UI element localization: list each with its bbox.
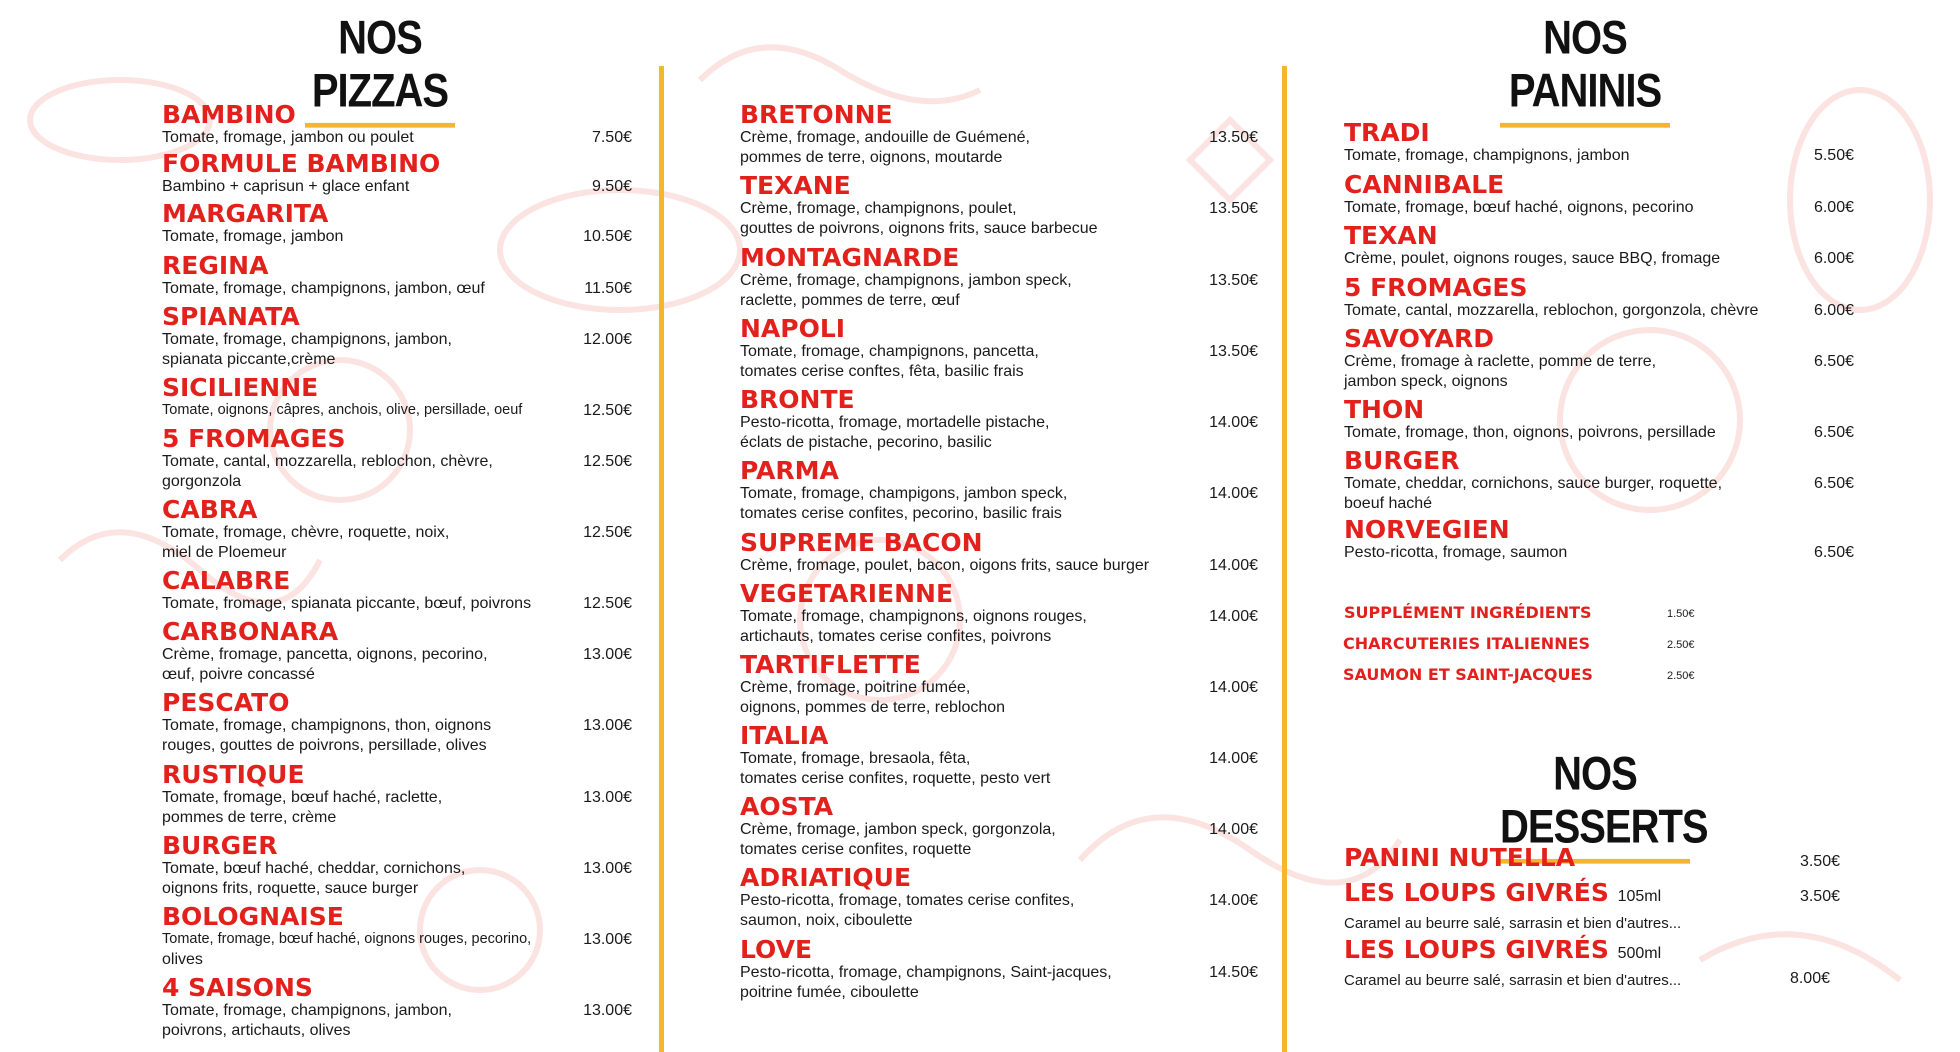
menu-item-napoli <box>740 316 1258 381</box>
item-desc: Crème, poulet, oignons rouges, sauce BBQ, fromage <box>1344 250 1721 267</box>
item-desc: saumon, noix, ciboulette <box>740 911 913 929</box>
column-divider-left <box>659 66 664 1052</box>
item-desc: Tomate, fromage, champignons, oignons rouges, <box>740 608 1087 625</box>
item-desc: Tomate, fromage, champigons, jambon speck, <box>740 485 1068 502</box>
column-divider-right <box>1282 66 1287 1052</box>
item-price: 13.00€ <box>583 646 632 663</box>
menu-item-supreme-bacon <box>740 530 1258 576</box>
item-price: 14.00€ <box>1209 750 1258 767</box>
item-desc: Crème, fromage, champignons, poulet, <box>740 200 1017 217</box>
menu-item-texane <box>740 173 1258 238</box>
item-name: TRADI <box>1344 118 1430 147</box>
item-name: NORVEGIEN <box>1344 515 1510 544</box>
item-name: ADRIATIQUE <box>740 863 912 892</box>
item-name: SUPREME BACON <box>740 528 983 557</box>
item-name: BOLOGNAISE <box>162 902 344 931</box>
item-desc: Crème, fromage, poulet, bacon, oigons frits, sauce burger <box>740 557 1150 574</box>
extra-saumon-price: 2.50€ <box>1667 670 1695 682</box>
menu-item-cannibale <box>1344 172 1854 218</box>
item-desc: Tomate, oignons, câpres, anchois, olive, persillade, oeuf <box>162 402 523 418</box>
menu-item-loups-givres-105 <box>1344 880 1840 934</box>
item-name: 4 SAISONS <box>162 973 313 1002</box>
item-desc: Tomate, cantal, mozzarella, reblochon, chèvre, <box>162 453 493 470</box>
item-desc: œuf, poivre concassé <box>162 665 315 683</box>
item-desc: tomates cerise confites, roquette <box>740 840 972 858</box>
item-desc: miel de Ploemeur <box>162 543 287 561</box>
menu-item-bretonne <box>740 102 1258 167</box>
item-desc: Caramel au beurre salé, sarrasin et bien d'autres... <box>1344 972 1682 989</box>
item-name: TEXANE <box>740 171 851 200</box>
menu-item-sicilienne <box>162 375 632 421</box>
menu-item-carbonara <box>162 619 632 684</box>
item-desc: rouges, gouttes de poivrons, persillade, olives <box>162 736 487 754</box>
item-name: BURGER <box>1344 446 1460 475</box>
item-name: THON <box>1344 395 1425 424</box>
item-price: 12.50€ <box>583 524 632 541</box>
menu-item-bolognaise <box>162 904 632 969</box>
menu-item-savoyard <box>1344 326 1854 391</box>
desserts-title: NOS DESSERTS <box>1500 748 1708 854</box>
item-name: PESCATO <box>162 688 290 717</box>
item-name: BRETONNE <box>740 100 893 129</box>
item-desc: Crème, fromage, pancetta, oignons, pecorino, <box>162 646 488 663</box>
item-name: PANINI NUTELLA <box>1344 843 1576 872</box>
item-desc: poitrine fumée, ciboulette <box>740 983 919 1001</box>
menu-item-rustique <box>162 762 632 827</box>
item-price: 14.00€ <box>1209 414 1258 431</box>
item-desc: olives <box>162 950 203 968</box>
item-name: FORMULE BAMBINO <box>162 149 441 178</box>
item-desc: Crème, fromage, jambon speck, gorgonzola, <box>740 821 1056 838</box>
item-desc: Tomate, fromage, bresaola, fêta, <box>740 750 971 767</box>
item-price: 10.50€ <box>583 228 632 245</box>
item-name: CABRA <box>162 495 258 524</box>
item-price: 12.50€ <box>583 453 632 470</box>
item-desc: Tomate, fromage, bœuf haché, oignons rouges, pecorino, <box>162 931 532 947</box>
pizzas-title: NOS PIZZAS <box>311 12 449 118</box>
item-desc: boeuf haché <box>1344 494 1433 512</box>
item-desc: Tomate, fromage, thon, oignons, poivrons, persillade <box>1344 424 1716 441</box>
menu-item-italia <box>740 723 1258 788</box>
menu-item-montagnarde <box>740 245 1258 310</box>
item-price: 13.50€ <box>1209 272 1258 289</box>
item-desc: Tomate, bœuf haché, cheddar, cornichons, <box>162 860 466 877</box>
item-desc: raclette, pommes de terre, œuf <box>740 291 960 309</box>
item-name: CALABRE <box>162 566 291 595</box>
item-desc: Pesto-ricotta, fromage, champignons, Saint-jacques, <box>740 964 1112 981</box>
menu-item-margarita <box>162 201 632 247</box>
item-price: 6.00€ <box>1813 302 1854 319</box>
item-name: LOVE <box>740 935 813 964</box>
item-name: VEGETARIENNE <box>740 579 954 608</box>
item-name: MARGARITA <box>162 199 329 228</box>
menu-item-bambino <box>162 102 632 148</box>
paninis-heading <box>1500 12 1670 128</box>
menu-item-burger <box>162 833 632 898</box>
item-price: 14.00€ <box>1209 821 1258 838</box>
item-price: 5.50€ <box>1813 147 1854 164</box>
item-desc: Crème, fromage, champignons, jambon speck, <box>740 272 1072 289</box>
menu-item-vegetarienne <box>740 581 1258 646</box>
item-name: AOSTA <box>740 792 834 821</box>
item-desc: Crème, fromage, andouille de Guémené, <box>740 129 1030 146</box>
item-price: 13.00€ <box>583 1002 632 1019</box>
menu-item-love <box>740 937 1258 1002</box>
item-desc: Tomate, fromage, bœuf haché, raclette, <box>162 789 443 806</box>
item-desc: Caramel au beurre salé, sarrasin et bien d'autres... <box>1344 915 1682 932</box>
item-desc: gorgonzola <box>162 472 242 490</box>
item-desc: Tomate, fromage, champignons, thon, oignons <box>162 717 492 734</box>
item-price: 14.00€ <box>1209 557 1258 574</box>
menu-item-spianata <box>162 304 632 369</box>
extra-saumon: SAUMON ET SAINT-JACQUES <box>1343 665 1593 684</box>
item-name: TARTIFLETTE <box>740 650 921 679</box>
item-desc: Bambino + caprisun + glace enfant <box>162 178 410 195</box>
item-desc: jambon speck, oignons <box>1344 372 1508 390</box>
item-price: 13.50€ <box>1209 129 1258 146</box>
item-desc: pommes de terre, crème <box>162 808 337 826</box>
item-desc: Tomate, fromage, champignons, jambon, <box>162 1002 452 1019</box>
item-name: REGINA <box>162 251 269 280</box>
item-price: 9.50€ <box>591 178 632 195</box>
item-desc: Tomate, fromage, jambon <box>162 228 344 245</box>
item-price: 14.50€ <box>1209 964 1258 981</box>
menu-item-5-fromages <box>162 426 632 491</box>
item-name: BAMBINO <box>162 100 296 129</box>
menu-item-4-saisons <box>162 975 632 1040</box>
item-price: 13.00€ <box>583 931 632 948</box>
item-desc: Crème, fromage à raclette, pomme de terre, <box>1344 353 1657 370</box>
menu-item-calabre <box>162 568 632 614</box>
item-price: 6.50€ <box>1813 353 1854 370</box>
item-name: PARMA <box>740 456 839 485</box>
item-price: 14.00€ <box>1209 892 1258 909</box>
item-desc: Tomate, fromage, chèvre, roquette, noix, <box>162 524 450 541</box>
item-desc: Tomate, fromage, champignons, jambon <box>1344 147 1630 164</box>
item-desc: Tomate, fromage, spianata piccante, bœuf, poivrons <box>162 595 532 612</box>
item-desc: Tomate, fromage, bœuf haché, oignons, pecorino <box>1344 199 1694 216</box>
menu-item-tartiflette <box>740 652 1258 717</box>
item-desc: Tomate, fromage, champignons, jambon, œuf <box>162 280 485 297</box>
menu-item-burger-panini <box>1344 448 1854 513</box>
item-price: 6.50€ <box>1813 544 1854 561</box>
menu-item-texan <box>1344 223 1854 269</box>
item-price: 3.50€ <box>1799 888 1840 905</box>
item-desc: oignons frits, roquette, sauce burger <box>162 879 419 897</box>
item-price: 14.00€ <box>1209 608 1258 625</box>
item-desc: Tomate, fromage, champignons, jambon, <box>162 331 452 348</box>
item-desc: Tomate, cheddar, cornichons, sauce burger, roquette, <box>1344 475 1723 492</box>
item-desc: gouttes de poivrons, oignons frits, sauce barbecue <box>740 219 1098 237</box>
extra-supplement-price: 1.50€ <box>1667 608 1695 620</box>
item-price: 13.00€ <box>583 789 632 806</box>
menu-item-parma <box>740 458 1258 523</box>
item-desc: pommes de terre, oignons, moutarde <box>740 148 1003 166</box>
item-size: 105ml <box>1617 888 1662 905</box>
item-price: 7.50€ <box>591 129 632 146</box>
item-desc: artichauts, tomates cerise confites, poivrons <box>740 627 1052 645</box>
item-desc: Tomate, fromage, jambon ou poulet <box>162 129 414 146</box>
item-price: 11.50€ <box>584 280 632 297</box>
item-name: BURGER <box>162 831 278 860</box>
menu-item-norvegien <box>1344 517 1854 563</box>
item-desc: Pesto-ricotta, fromage, mortadelle pistache, <box>740 414 1050 431</box>
item-name: 5 FROMAGES <box>1344 273 1528 302</box>
menu-item-aosta <box>740 794 1258 859</box>
item-desc: Pesto-ricotta, fromage, tomates cerise confites, <box>740 892 1075 909</box>
item-price: 6.00€ <box>1813 199 1854 216</box>
item-price: 13.50€ <box>1209 200 1258 217</box>
menu-item-regina <box>162 253 632 299</box>
menu-item-5-fromages-panini <box>1344 275 1854 321</box>
item-price: 14.00€ <box>1209 485 1258 502</box>
item-price: 8.00€ <box>1789 970 1830 987</box>
item-price: 12.50€ <box>583 402 632 419</box>
item-name: LES LOUPS GIVRÉS <box>1344 935 1609 964</box>
item-name: 5 FROMAGES <box>162 424 346 453</box>
menu-item-panini-nutella <box>1344 845 1840 871</box>
item-price: 6.50€ <box>1813 475 1854 492</box>
item-desc: tomates cerise confites, roquette, pesto vert <box>740 769 1051 787</box>
menu-item-thon <box>1344 397 1854 443</box>
extra-charcuteries: CHARCUTERIES ITALIENNES <box>1343 634 1591 653</box>
item-price: 12.50€ <box>583 595 632 612</box>
item-name: MONTAGNARDE <box>740 243 960 272</box>
menu-item-formule-bambino <box>162 151 632 197</box>
paninis-title: NOS PANINIS <box>1508 12 1662 118</box>
menu-item-loups-givres-500 <box>1344 937 1840 991</box>
item-desc: oignons, pommes de terre, reblochon <box>740 698 1006 716</box>
item-desc: Tomate, cantal, mozzarella, reblochon, gorgonzola, chèvre <box>1344 302 1759 319</box>
menu-item-adriatique <box>740 865 1258 930</box>
item-name: SICILIENNE <box>162 373 319 402</box>
item-name: RUSTIQUE <box>162 760 305 789</box>
item-price: 6.00€ <box>1813 250 1854 267</box>
item-price: 13.00€ <box>583 860 632 877</box>
item-price: 12.00€ <box>583 331 632 348</box>
item-name: SPIANATA <box>162 302 300 331</box>
item-desc: Tomate, fromage, champignons, pancetta, <box>740 343 1039 360</box>
item-desc: Pesto-ricotta, fromage, saumon <box>1344 544 1568 561</box>
item-desc: spianata piccante,crème <box>162 350 336 368</box>
menu-item-cabra <box>162 497 632 562</box>
item-name: NAPOLI <box>740 314 846 343</box>
item-name: ITALIA <box>740 721 829 750</box>
menu-item-pescato <box>162 690 632 755</box>
item-desc: tomates cerise conftes, fêta, basilic frais <box>740 362 1024 380</box>
item-price: 6.50€ <box>1813 424 1854 441</box>
item-name: CANNIBALE <box>1344 170 1505 199</box>
item-name: LES LOUPS GIVRÉS <box>1344 878 1609 907</box>
item-price: 13.50€ <box>1209 343 1258 360</box>
menu-item-tradi <box>1344 120 1854 166</box>
item-price: 3.50€ <box>1799 853 1840 870</box>
item-desc: Crème, fromage, poitrine fumée, <box>740 679 971 696</box>
extra-charcuteries-price: 2.50€ <box>1667 639 1695 651</box>
item-desc: poivrons, artichauts, olives <box>162 1021 351 1039</box>
item-price: 13.00€ <box>583 717 632 734</box>
item-name: TEXAN <box>1344 221 1438 250</box>
menu-item-bronte <box>740 387 1258 452</box>
item-desc: éclats de pistache, pecorino, basilic <box>740 433 992 451</box>
extra-supplement-ingredients: SUPPLÉMENT INGRÉDIENTS <box>1344 603 1592 622</box>
item-name: SAVOYARD <box>1344 324 1494 353</box>
item-size: 500ml <box>1617 945 1662 962</box>
item-name: BRONTE <box>740 385 855 414</box>
item-price: 14.00€ <box>1209 679 1258 696</box>
item-name: CARBONARA <box>162 617 339 646</box>
item-desc: tomates cerise confites, pecorino, basilic frais <box>740 504 1062 522</box>
